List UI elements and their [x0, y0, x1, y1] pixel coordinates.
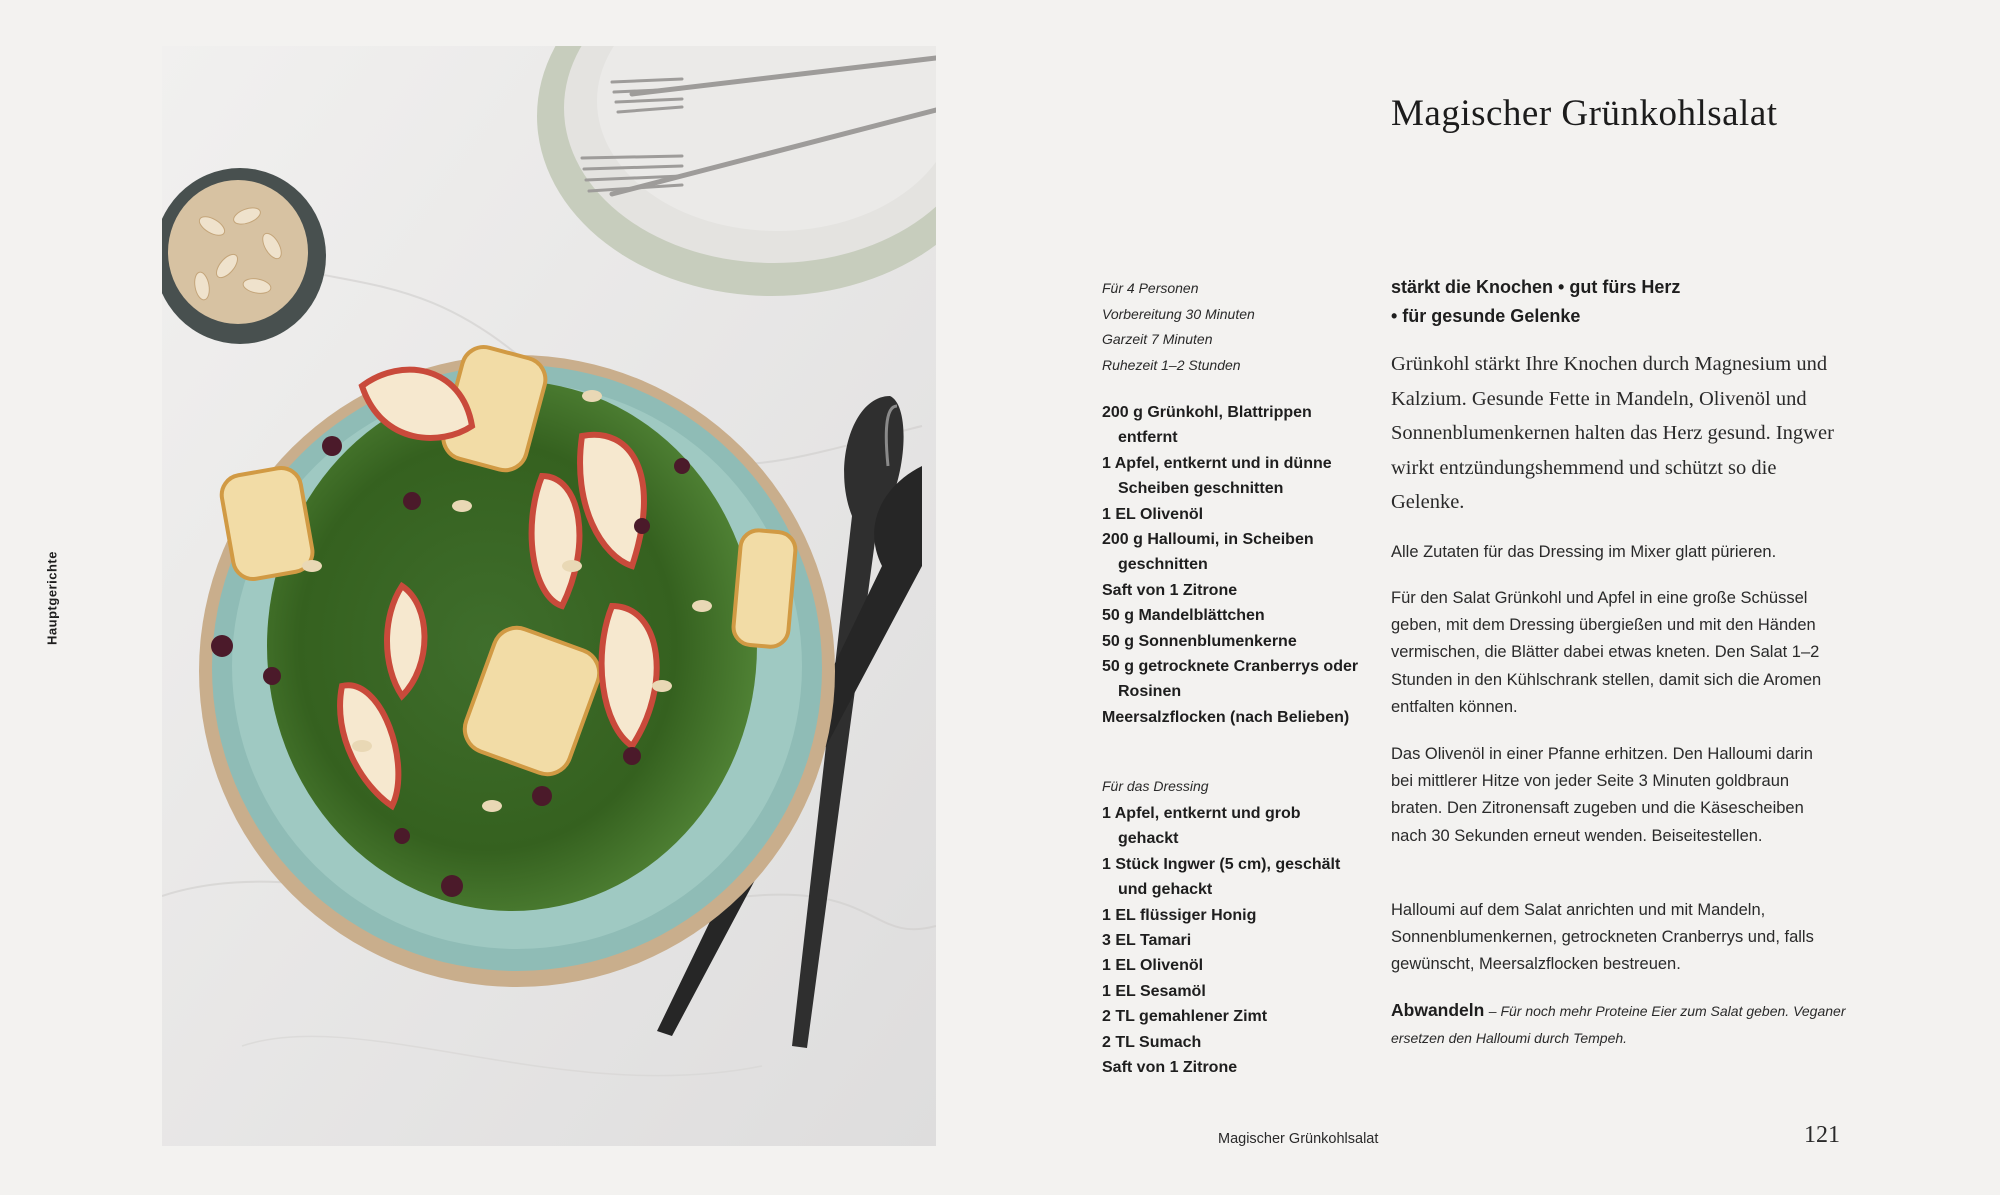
ingredient-item: 50 g getrocknete Cranberrys oder Rosinen [1102, 658, 1359, 701]
dressing-item: 2 TL gemahlener Zimt [1102, 1008, 1268, 1026]
method-step: Für den Salat Grünkohl und Apfel in eine große Schüssel geben, mit dem Dressing übergießen und mit den Händen vermischen, die Blätter dabei etwas kneten. Den Salat 1–2 Stunden in den Kühlschrank stellen, damit sich die Aromen entfalten können. [1391, 589, 1822, 716]
section-tab [44, 548, 60, 648]
recipe-meta [1102, 276, 1362, 378]
dressing-item: 1 EL Olivenöl [1102, 957, 1204, 975]
dressing-item: 1 Apfel, entkernt und grob gehackt [1102, 805, 1301, 848]
method-step: Das Olivenöl in einer Pfanne erhitzen. Den Halloumi darin bei mittlerer Hitze von jeder Seite 3 Minuten goldbraun braten. Den Zitronensaft zugeben und die Käsescheiben nach 30 Sekunden erneut wenden. Beiseitestellen. [1391, 745, 1813, 845]
recipe-photo [162, 46, 936, 1146]
variation-note [1391, 997, 1851, 1052]
ingredient-item: 50 g Sonnenblumenkerne [1102, 632, 1297, 650]
dressing-item: 1 EL Sesamöl [1102, 982, 1206, 1000]
ingredient-item: 1 Apfel, entkernt und in dünne Scheiben geschnitten [1102, 454, 1332, 498]
ingredient-item: Meersalzflocken (nach Belieben) [1102, 708, 1350, 726]
dressing-item: Saft von 1 Zitrone [1102, 1059, 1238, 1077]
variation-label: Abwandeln [1391, 1000, 1485, 1020]
intro-paragraph: Grünkohl stärkt Ihre Knochen durch Magnesium und Kalzium. Gesunde Fette in Mandeln, Olivenöl und Sonnenblumenkernen halten das Herz gesund. Ingwer wirkt entzündungshemmend und schützt so die Gelenke. [1391, 353, 1834, 513]
ingredient-list [1102, 400, 1362, 730]
ingredient-item: 1 EL Olivenöl [1102, 505, 1204, 523]
ingredient-item: 200 g Grünkohl, Blattrippen entfernt [1102, 404, 1312, 447]
health-benefits [1391, 273, 1791, 331]
dressing-item: 2 TL Sumach [1102, 1033, 1202, 1051]
ingredient-item: Saft von 1 Zitrone [1102, 581, 1238, 599]
benefits-line: • für gesunde Gelenke [1391, 306, 1581, 326]
dressing-ingredient-list [1102, 801, 1362, 1080]
benefits-line: stärkt die Knochen • gut fürs Herz [1391, 277, 1681, 297]
dressing-heading: Für das Dressing [1102, 778, 1209, 794]
ingredient-item: 200 g Halloumi, in Scheiben geschnitten [1102, 531, 1314, 574]
ingredient-item: 50 g Mandelblättchen [1102, 607, 1265, 625]
page-number: 121 [1804, 1122, 1840, 1148]
section-tab-label: Hauptgerichte [44, 551, 60, 645]
dressing-item: 3 EL Tamari [1102, 932, 1192, 950]
servings: Für 4 Personen [1102, 280, 1199, 296]
rest-time: Ruhezeit 1–2 Stunden [1102, 356, 1241, 373]
dressing-item: 1 EL flüssiger Honig [1102, 906, 1257, 924]
dressing-item: 1 Stück Ingwer (5 cm), geschält und gehackt [1102, 855, 1341, 899]
method-step: Halloumi auf dem Salat anrichten und mit Mandeln, Sonnenblumenkernen, getrockneten Cranberrys und, falls gewünscht, Meersalzflocken bestreuen. [1391, 901, 1814, 974]
prep-time: Vorbereitung 30 Minuten [1102, 305, 1255, 322]
running-title: Magischer Grünkohlsalat [1218, 1131, 1379, 1147]
cook-time: Garzeit 7 Minuten [1102, 331, 1213, 347]
method-step: Alle Zutaten für das Dressing im Mixer glatt pürieren. [1391, 543, 1777, 561]
recipe-title: Magischer Grünkohlsalat [1391, 93, 1778, 134]
variation-text: – Für noch mehr Proteine Eier zum Salat geben. Veganer ersetzen den Halloumi durch Tempeh. [1391, 1003, 1846, 1046]
